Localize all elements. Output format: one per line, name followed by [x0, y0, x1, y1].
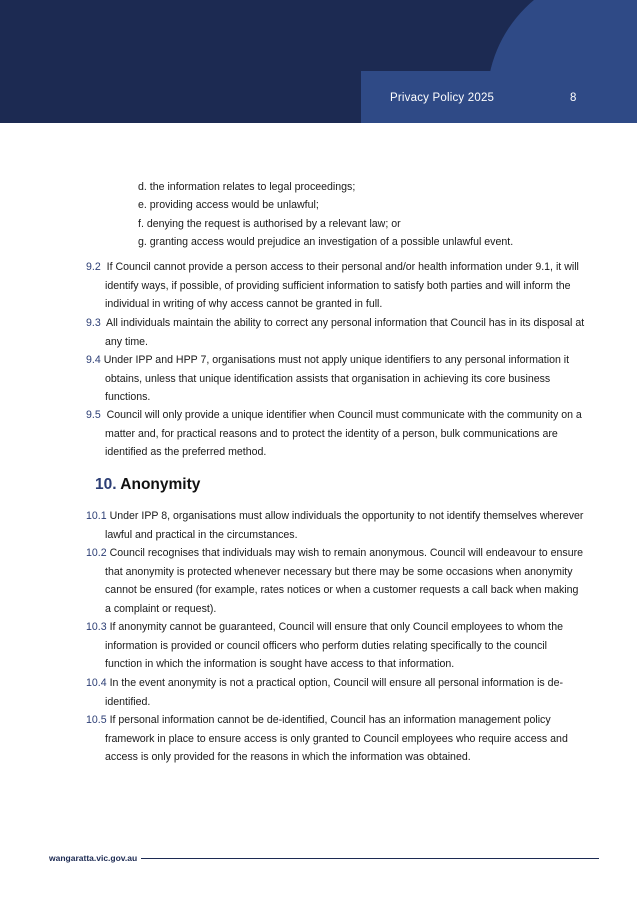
document-title: Privacy Policy 2025	[390, 92, 495, 104]
page-number: 8	[570, 92, 577, 104]
section-title: Anonymity	[120, 476, 201, 493]
clause-text: Under IPP and HPP 7, organisations must not apply unique identifiers to any personal information it obtains, unless that unique identification assists that organisation in achieving its core business functions.	[103, 354, 570, 404]
clause-text: Council will only provide a unique identifier when Council must communicate with the community on a matter and, for practical reasons and to protect the identity of a person, bulk communications are identified as the preferred method.	[105, 409, 582, 459]
clause-number: 9.2	[86, 261, 101, 273]
clause-9-2	[86, 258, 585, 314]
footer-website-link[interactable]: wangaratta.vic.gov.au	[49, 853, 138, 863]
section-heading	[95, 476, 200, 494]
clause-text: If Council cannot provide a person access to their personal and/or health information under 9.1, it will identify ways, if possible, of providing sufficient information to satisfy both parties and will inform the individual in writing of why access cannot be granted in full.	[105, 261, 579, 311]
page-header	[0, 0, 637, 123]
clause-number: 10.3	[86, 621, 107, 633]
clause-9-5	[86, 406, 585, 462]
list-item: f. denying the request is authorised by a relevant law; or	[138, 218, 401, 230]
clause-text: If anonymity cannot be guaranteed, Council will ensure that only Council employees to whom the information is provided or council officers who perform duties relating specifically to the council function in which the information is sought have access to that information.	[105, 621, 564, 671]
section-number: 10.	[95, 476, 117, 493]
clause-text: Under IPP 8, organisations must allow individuals the opportunity to not identify themselves wherever lawful and practical in the circumstances.	[105, 510, 584, 541]
clause-number: 10.1	[86, 510, 107, 522]
clause-number: 9.5	[86, 409, 101, 421]
clause-9-3	[86, 314, 585, 351]
clause-number: 10.4	[86, 677, 107, 689]
clause-10-2	[86, 544, 585, 618]
list-item: d. the information relates to legal proceedings;	[138, 181, 356, 193]
clause-10-5	[86, 711, 585, 767]
clause-text: All individuals maintain the ability to correct any personal information that Council has in its disposal at any time.	[105, 317, 585, 348]
clause-text: In the event anonymity is not a practical option, Council will ensure all personal information is de-identified.	[105, 677, 563, 708]
clause-text: Council recognises that individuals may wish to remain anonymous. Council will endeavour to ensure that anonymity is protected whenever necessary but there may be some occasions when anonymity cannot be ensured (for example, rates notices or when a customer requests a call back when making a complaint or request).	[105, 547, 584, 615]
footer-divider	[141, 858, 599, 859]
clause-number: 10.5	[86, 714, 107, 726]
clause-number: 9.3	[86, 317, 101, 329]
clause-number: 10.2	[86, 547, 107, 559]
clause-10-1	[86, 507, 585, 544]
clause-number: 9.4	[86, 354, 101, 366]
list-item: g. granting access would prejudice an investigation of a possible unlawful event.	[138, 236, 514, 248]
clause-text: If personal information cannot be de-identified, Council has an information management policy framework in place to ensure access is only granted to Council employees who require access and access is only provided for the reasons in which the information was obtained.	[105, 714, 568, 764]
clause-9-4	[86, 351, 585, 407]
clause-10-3	[86, 618, 585, 674]
clause-10-4	[86, 674, 585, 711]
list-item: e. providing access would be unlawful;	[138, 199, 319, 211]
